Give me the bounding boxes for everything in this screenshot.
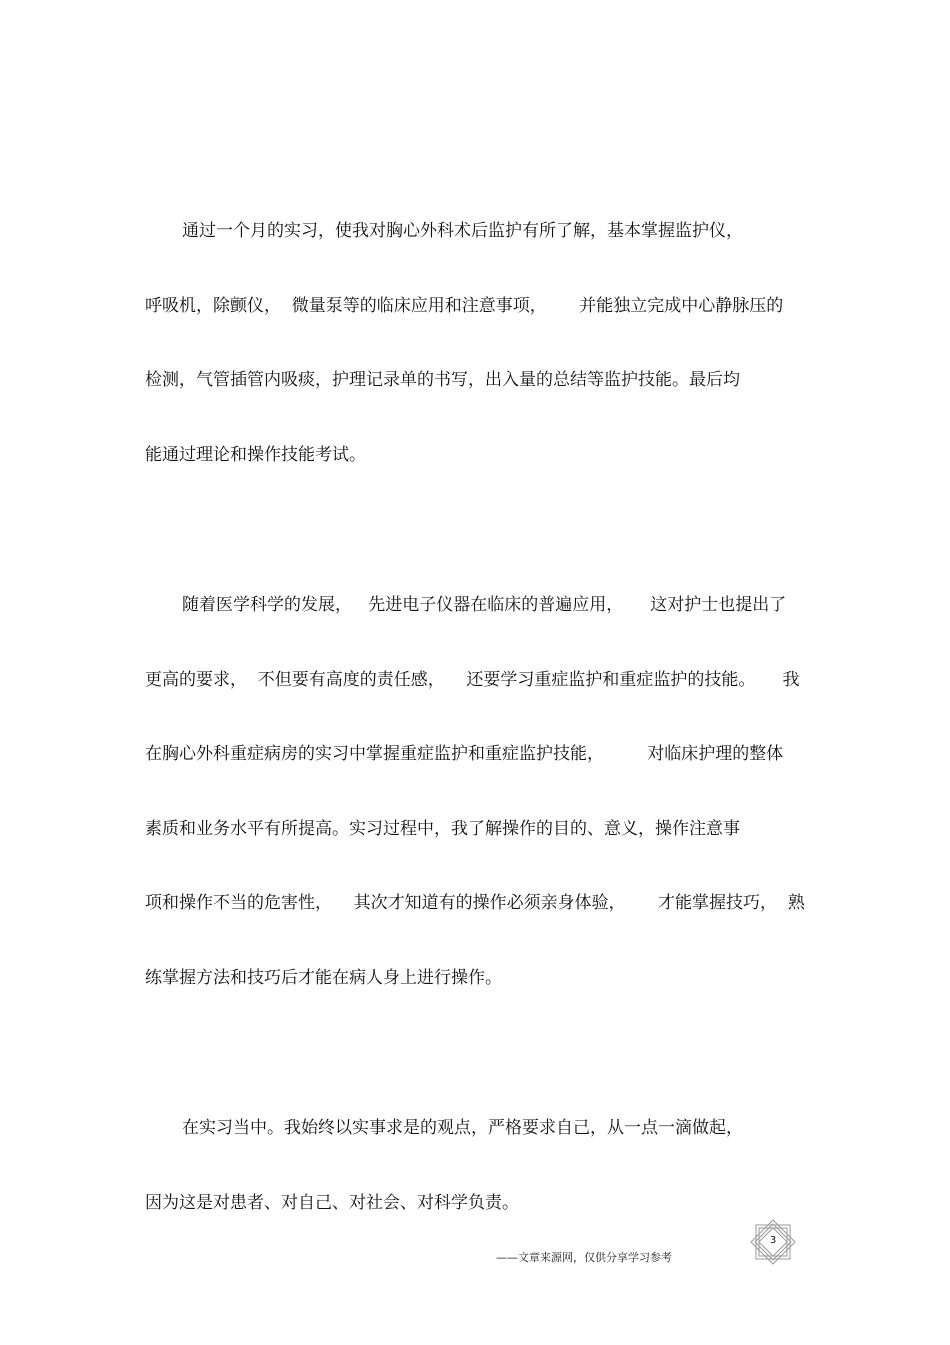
paragraph-1-line-3: 检测，气管插管内吸痰，护理记录单的书写，出入量的总结等监护技能。最后均 bbox=[145, 370, 740, 390]
footer-source-note: ——文章来源网，仅供分享学习参考 bbox=[496, 1251, 672, 1264]
paragraph-1-line-4: 能通过理论和操作技能考试。 bbox=[145, 445, 366, 465]
paragraph-2-line-6: 练掌握方法和技巧后才能在病人身上进行操作。 bbox=[145, 968, 502, 988]
page-number-badge bbox=[750, 1219, 796, 1265]
paragraph-3-line-1: 在实习当中。我始终以实事求是的观点，严格要求自己，从一点一滴做起， bbox=[182, 1118, 743, 1138]
paragraph-2-line-2: 更高的要求， 不但要有高度的责任感， 还要学习重症监护和重症监护的技能。 我 bbox=[145, 670, 800, 690]
paragraph-2-line-3: 在胸心外科重症病房的实习中掌握重症监护和重症监护技能， 对临床护理的整体 bbox=[145, 744, 784, 764]
paragraph-3-line-2: 因为这是对患者、对自己、对社会、对科学负责。 bbox=[145, 1193, 519, 1213]
paragraph-1-line-1: 通过一个月的实习，使我对胸心外科术后监护有所了解，基本掌握监护仪， bbox=[182, 221, 743, 241]
page-number: 3 bbox=[769, 1235, 777, 1246]
paragraph-1-line-2: 呼吸机，除颤仪， 微量泵等的临床应用和注意事项， 并能独立完成中心静脉压的 bbox=[145, 296, 784, 316]
paragraph-2-line-1: 随着医学科学的发展， 先进电子仪器在临床的普遍应用， 这对护士也提出了 bbox=[182, 595, 787, 615]
paragraph-2-line-5: 项和操作不当的危害性， 其次才知道有的操作必须亲身体验， 才能掌握技巧， 熟 bbox=[145, 893, 805, 913]
paragraph-2-line-4: 素质和业务水平有所提高。实习过程中，我了解操作的目的、意义，操作注意事 bbox=[145, 819, 740, 839]
